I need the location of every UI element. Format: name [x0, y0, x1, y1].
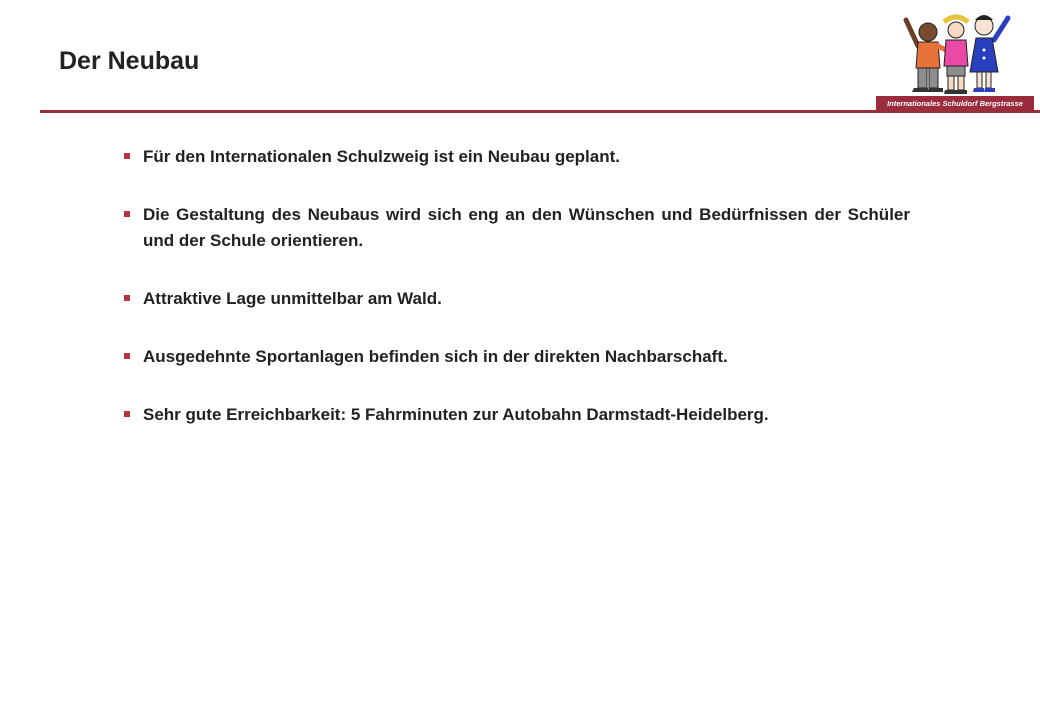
list-item — [122, 402, 910, 428]
bullet-text: Attraktive Lage unmittelbar am Wald. — [143, 289, 442, 308]
school-logo — [876, 10, 1034, 120]
bullet-text: Für den Internationalen Schulzweig ist ein Neubau geplant. — [143, 147, 620, 166]
list-item — [122, 344, 910, 370]
square-bullet-icon — [124, 411, 130, 417]
square-bullet-icon — [124, 211, 130, 217]
bullet-text: Die Gestaltung des Neubaus wird sich eng an den Wünschen und Bedürfnissen der Schüler und der Schule orientieren. — [143, 205, 910, 250]
slide-title: Der Neubau — [59, 47, 200, 75]
square-bullet-icon — [124, 353, 130, 359]
bullet-text: Sehr gute Erreichbarkeit: 5 Fahrminuten zur Autobahn Darmstadt-Heidelberg. — [143, 405, 769, 424]
list-item — [122, 144, 910, 170]
list-item — [122, 202, 910, 254]
bullet-list — [122, 144, 910, 460]
child-right-figure — [970, 15, 1008, 92]
square-bullet-icon — [124, 153, 130, 159]
bullet-text: Ausgedehnte Sportanlagen befinden sich in der direkten Nachbarschaft. — [143, 347, 728, 366]
square-bullet-icon — [124, 295, 130, 301]
logo-banner: Internationales Schuldorf Bergstrasse — [876, 96, 1034, 112]
list-item — [122, 286, 910, 312]
child-middle-figure — [944, 17, 968, 94]
children-drawing-logo — [896, 10, 1016, 96]
child-left-figure — [906, 20, 950, 92]
